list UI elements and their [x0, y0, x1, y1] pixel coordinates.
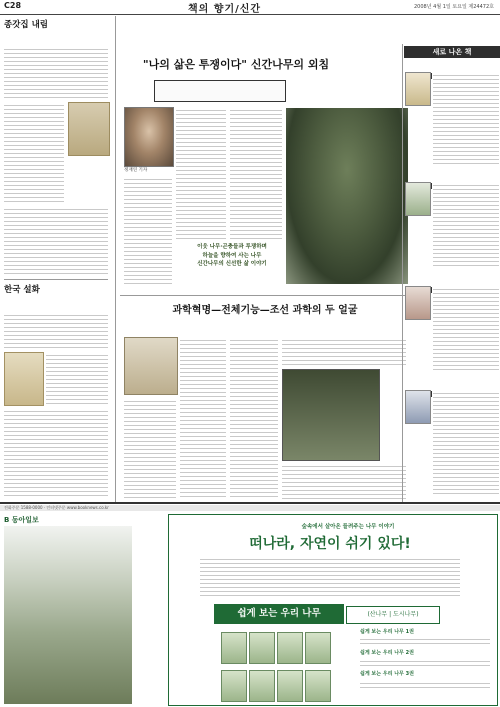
book-blurb — [433, 286, 499, 372]
new-books-header: 새로 나온 책 — [404, 46, 500, 58]
ad-book-title: 쉽게 보는 우리 나무 — [214, 604, 344, 624]
column-divider — [115, 16, 116, 502]
center-body-col2 — [230, 107, 282, 239]
publisher-logo: B 동아일보 — [4, 516, 39, 524]
author-caption: 정재연 기자 — [124, 168, 148, 173]
center-body-col0 — [124, 176, 172, 286]
ad-tree-photo — [4, 526, 132, 704]
ad-book-cover — [221, 632, 247, 664]
book-cover-image — [405, 390, 431, 424]
ad-note: 전화주문 1588-0000 · 인터넷주문 www.booknews.co.kr — [0, 505, 500, 511]
ad-book-cover — [221, 670, 247, 702]
divider — [120, 295, 410, 296]
page-number: C28 — [4, 1, 22, 10]
book-cover-image — [405, 182, 431, 216]
author-photo — [124, 107, 174, 167]
ad-item: 쉽게 보는 우리 나무 3권 — [360, 671, 414, 677]
center2-body-col3-end — [282, 463, 406, 499]
ad-item-desc — [360, 636, 490, 646]
column-divider — [402, 44, 403, 502]
ad-book-cover — [277, 632, 303, 664]
book-cover-image — [4, 352, 44, 406]
pull-quote-line: 하늘을 향하여 사는 나무 — [202, 252, 262, 259]
book-blurb — [433, 182, 499, 268]
book-blurb — [433, 72, 499, 164]
new-books-section — [405, 62, 499, 168]
article-photo — [282, 369, 380, 461]
book-cover-image — [405, 286, 431, 320]
pull-quote-line: 신간나무의 신선한 삶 이야기 — [197, 261, 267, 268]
center-body-col1 — [176, 107, 226, 239]
ad-book-cover — [277, 670, 303, 702]
left-story2-body — [4, 312, 108, 348]
ad-book-cover — [249, 670, 275, 702]
main-headline: "나의 삶은 투쟁이다" 신간나무의 외침 — [142, 58, 330, 71]
book-cover-image — [124, 337, 178, 395]
pull-quote — [182, 243, 282, 269]
ad-book-cover — [249, 632, 275, 664]
ad-tagline: 숲속에서 살아온 들려주는 나무 이야기 — [301, 524, 395, 530]
center2-body-col3 — [282, 337, 406, 365]
ad-items — [360, 628, 490, 677]
ad-item: 쉽게 보는 우리 나무 2권 — [360, 650, 414, 656]
book-blurb — [433, 390, 499, 494]
left-story2-headline: 한국 설화 — [4, 285, 40, 295]
title-box — [154, 80, 286, 102]
ad-divider — [0, 502, 500, 504]
center2-body-col1 — [180, 337, 226, 497]
book-cover-image — [405, 72, 431, 106]
pull-quote-line: 이웃 나무·곤충들과 투쟁하며 — [197, 244, 267, 250]
ad-body — [200, 556, 460, 598]
section-title: 책의 향기/신간 — [188, 4, 262, 15]
center2-body-col0 — [124, 398, 176, 498]
center2-body-col2 — [230, 337, 278, 497]
ad-book-cover — [305, 670, 331, 702]
ad-item-desc — [360, 658, 490, 668]
ad-book-subtitle: (산나무 | 도시나무) — [346, 606, 440, 624]
left-story1-body-end — [4, 206, 108, 274]
book-cover-image — [68, 102, 110, 156]
left-story1-headline: 종갓집 내림 — [4, 20, 49, 30]
page-header — [0, 0, 500, 15]
ad-item: 쉽게 보는 우리 나무 1권 — [360, 629, 414, 635]
ad-book-cover — [305, 632, 331, 664]
divider — [4, 279, 108, 280]
left-story1-body — [4, 46, 108, 98]
tree-photo — [286, 108, 408, 284]
left-story2-body-end — [4, 408, 108, 498]
new-books-section — [405, 380, 499, 498]
issue-date: 2008년 4월 1일 토요일 제24472호 — [414, 4, 494, 10]
left-story2-body-cont — [46, 352, 108, 404]
left-story1-body-cont — [4, 102, 64, 202]
new-books-section — [405, 276, 499, 376]
second-headline: 과학혁명—전체기능—조선 과학의 두 얼굴 — [172, 305, 358, 316]
ad-book-covers — [220, 631, 344, 695]
ad-item-desc — [360, 680, 490, 690]
new-books-section — [405, 172, 499, 272]
ad-headline: 떠나라, 자연이 쉬기 있다! — [249, 536, 411, 552]
